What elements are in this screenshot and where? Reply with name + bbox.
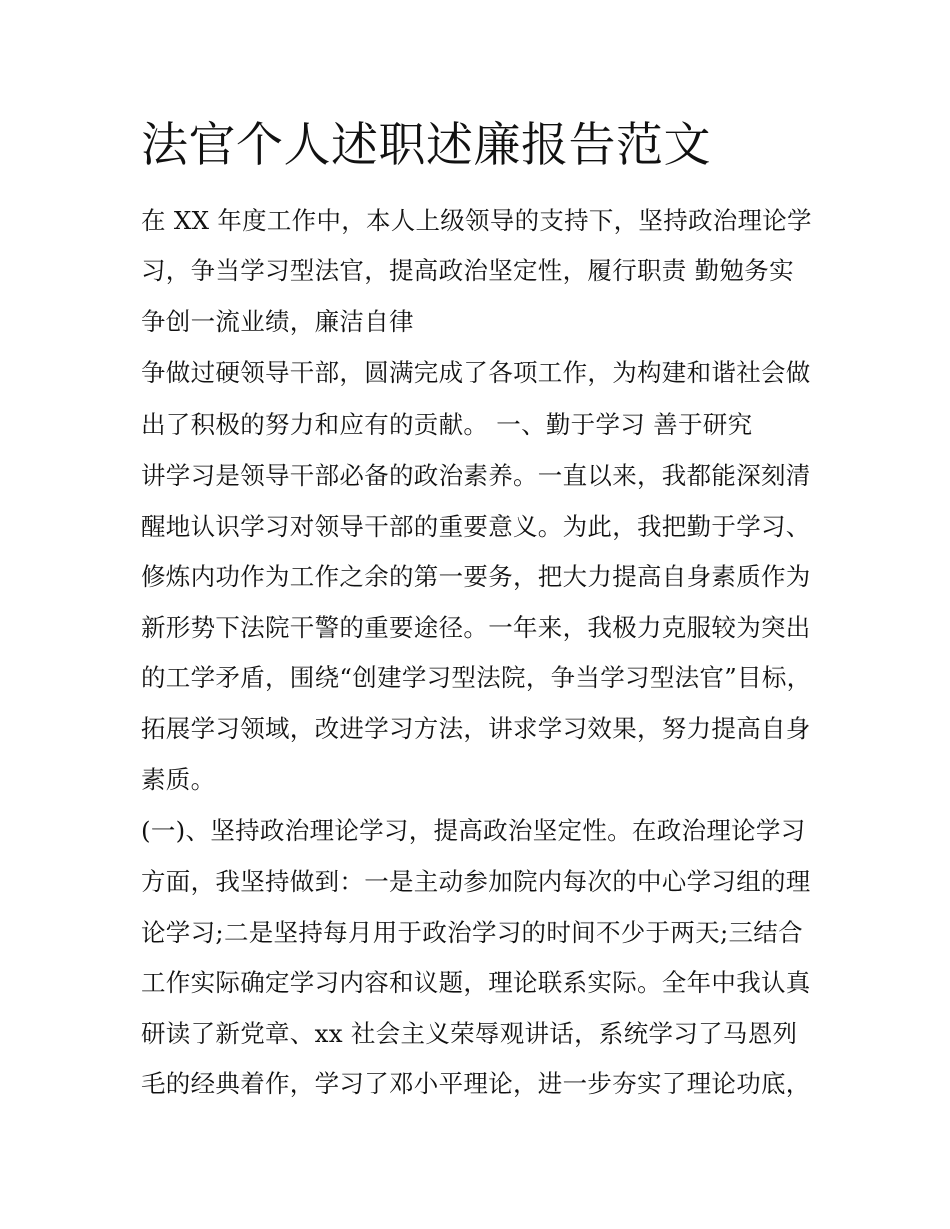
body-line-5: 出了积极的努力和应有的贡献。 一、勤于学习 善于研究 bbox=[141, 410, 753, 439]
body-line-16: 工作实际确定学习内容和议题，理论联系实际。全年中我认真 bbox=[141, 968, 811, 997]
body-line-14: 方面，我坚持做到：一是主动参加院内每次的中心学习组的理 bbox=[141, 867, 811, 896]
body-line-12: 素质。 bbox=[141, 765, 216, 794]
body-line-17: 研读了新党章、xx 社会主义荣辱观讲话，系统学习了马恩列 bbox=[141, 1019, 798, 1048]
body-line-4: 争做过硬领导干部，圆满完成了各项工作，为构建和谐社会做 bbox=[141, 358, 811, 387]
body-line-2: 习，争当学习型法官，提高政治坚定性，履行职责 勤勉务实 bbox=[141, 256, 794, 285]
body-line-6: 讲学习是领导干部必备的政治素养。一直以来，我都能深刻清 bbox=[141, 461, 811, 490]
body-line-3: 争创一流业绩，廉洁自律 bbox=[141, 307, 414, 336]
body-line-7: 醒地认识学习对领导干部的重要意义。为此，我把勤于学习、 bbox=[141, 512, 811, 541]
body-line-10: 的工学矛盾，围绕“创建学习型法院，争当学习型法官”目标， bbox=[141, 663, 812, 692]
document-title: 法官个人述职述廉报告范文 bbox=[141, 118, 711, 173]
body-line-11: 拓展学习领域，改进学习方法，讲求学习效果，努力提高自身 bbox=[141, 714, 811, 743]
body-line-15: 论学习;二是坚持每月用于政治学习的时间不少于两天;三结合 bbox=[141, 918, 803, 947]
body-line-13: (一)、坚持政治理论学习，提高政治坚定性。在政治理论学习 bbox=[141, 816, 806, 845]
body-line-18: 毛的经典着作，学习了邓小平理论，进一步夯实了理论功底， bbox=[141, 1069, 811, 1098]
body-line-1: 在 XX 年度工作中，本人上级领导的支持下，坚持政治理论学 bbox=[141, 206, 812, 235]
body-line-8: 修炼内功作为工作之余的第一要务，把大力提高自身素质作为 bbox=[141, 562, 811, 591]
body-line-9: 新形势下法院干警的重要途径。一年来，我极力克服较为突出 bbox=[141, 613, 811, 642]
